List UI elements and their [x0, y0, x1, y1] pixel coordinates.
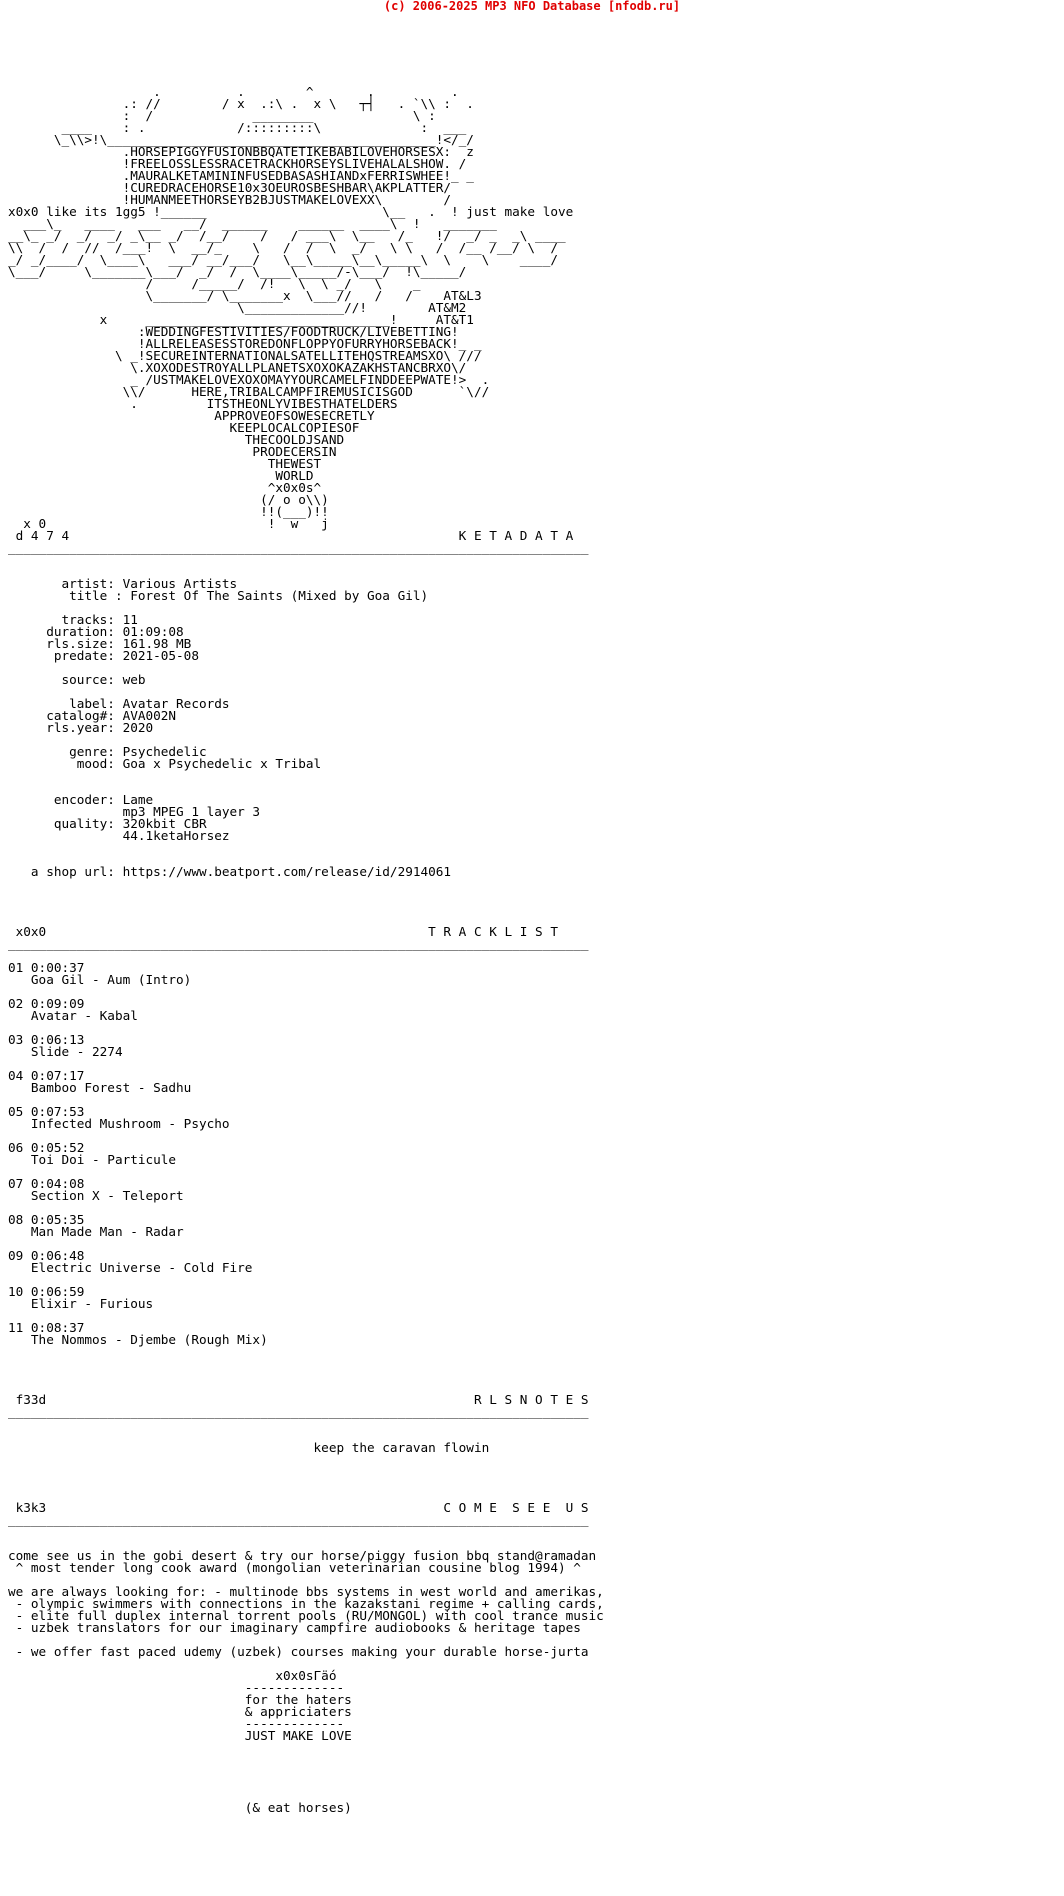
- site-copyright-header: (c) 2006-2025 MP3 NFO Database [nfodb.ru]: [383, 0, 681, 13]
- nfo-text-document: . . ^ . . .: // / x .:\ . x \ ┬┤ . `\\ : . : / ________ \ : ____ : . /:::::::::\ : ___ \_\\>!\___________________________________________!</_/ .HORSEPIGGYFUSIONBBQATETIKEBABILOVEHORSESX: z !FREELOSSLESSRACETRACKHORSEYSLIVEHALALSHOW. / .MAURALKETAMININFUSEDBASASHIANDxFERRISWHEE!_ _ !CUREDRACEHORSE10x3OEUROSBESHBAR\AKPLATTER/ !HUMANMEETHORSEYB2BJUSTMAKELOVEXX\ / x0x0 like its 1gg5 !______ \__ . ! just make love ___\_ ____ ___ __/ ______ ______ ____\ ! _______ __\_ _/ _/ _/ _\__ _/ /__/ / / ___\ \__ /_ !/ _/ _ _\ ____ \\ / / // /___! \ __/_ \ / / \ _/ \ \ / /__ /__/ \ / _/ _/____/ \____\ ___/ __/___/ \__\_____\__\_____\ \ \ ____/ \___/ \_______\___/ _/ / \____\_____/-\___/ !\_____/ / /_____/ /! \ \ _/ \ _ \_______/ \_______x \___// / / AT&L3 \_____________//! AT&M2 x ________________________________! AT&T1 :WEDDINGFESTIVITIES/FOODTRUCK/LIVEBETTING! !ALLRELEASESSTOREDONFLOPPYOFURRYHORSEBACK!_ _ \ _!SECUREINTERNATIONALSATELLITEHQSTREAMSXO\ /// \.XOXODESTROYALLPLANETSXOXOKAZAKHSTANCBRXO\/ _ /USTMAKELOVEXOXOMAYYOURCAMELFINDDEEPWATE!> . \\/ HERE,TRIBALCAMPFIREMUSICISGOD `\// . ITSTHEONLYVIBESTHATELDERS APPROVEOFSOWESECRETLY KEEPLOCALCOPIESOF THECOOLDJSAND PRODECERSIN THEWEST WORLD ^x0x0s^ (/ o o\\) !!(___)!! x 0 ! w j d 4 7 4 K E T A D A T A ____________________________________________________________________________ artist: Various Artists title : Forest Of The Saints (Mixed by Goa Gil) tracks: 11 duration: 01:09:08 rls.size: 161.98 MB predate: 2021-05-08 source: web label: Avatar Records catalog#: AVA002N rls.year: 2020 genre: Psychedelic mood: Goa x Psychedelic x Tribal encoder: Lame mp3 MPEG 1 layer 3 quality: 320kbit CBR 44.1ketaHorsez a shop url: https://www.beatport.com/release/id/2914061 x0x0 T R A C K L I S T ____________________________________________________________________________ 01 0:00:37 Goa Gil - Aum (Intro) 02 0:09:09 Avatar - Kabal 03 0:06:13 Slide - 2274 04 0:07:17 Bamboo Forest - Sadhu 05 0:07:53 Infected Mushroom - Psycho 06 0:05:52 Toi Doi - Particule 07 0:04:08 Section X - Teleport 08 0:05:35 Man Made Man - Radar 09 0:06:48 Electric Universe - Cold Fire 10 0:06:59 Elixir - Furious 11 0:08:37 The Nommos - Djembe (Rough Mix) f33d R L S N O T E S ____________________________________________________________________________ keep the caravan flowin k3k3 C O M E S E E U S ____________________________________________________________________________ come see us in the gobi desert & try our horse/piggy fusion bbq stand@ramadan ^ most tender long cook award (mongolian veterinarian cousine blog 1994) ^ we are always looking for: - multinode bbs systems in west world and amerikas, - olympic swimmers with connections in the kazakstani regime + calling cards, - elite full duplex internal torrent pools (RU/MONGOL) with cool trance music - uzbek translators for our imaginary campfire audiobooks & heritage tapes - we offer fast paced udemy (uzbek) courses making your durable horse-jurta x0x0sГäó ------------- for the haters & appriciaters ------------- JUST MAKE LOVE (& eat horses): [8, 84, 604, 1815]
